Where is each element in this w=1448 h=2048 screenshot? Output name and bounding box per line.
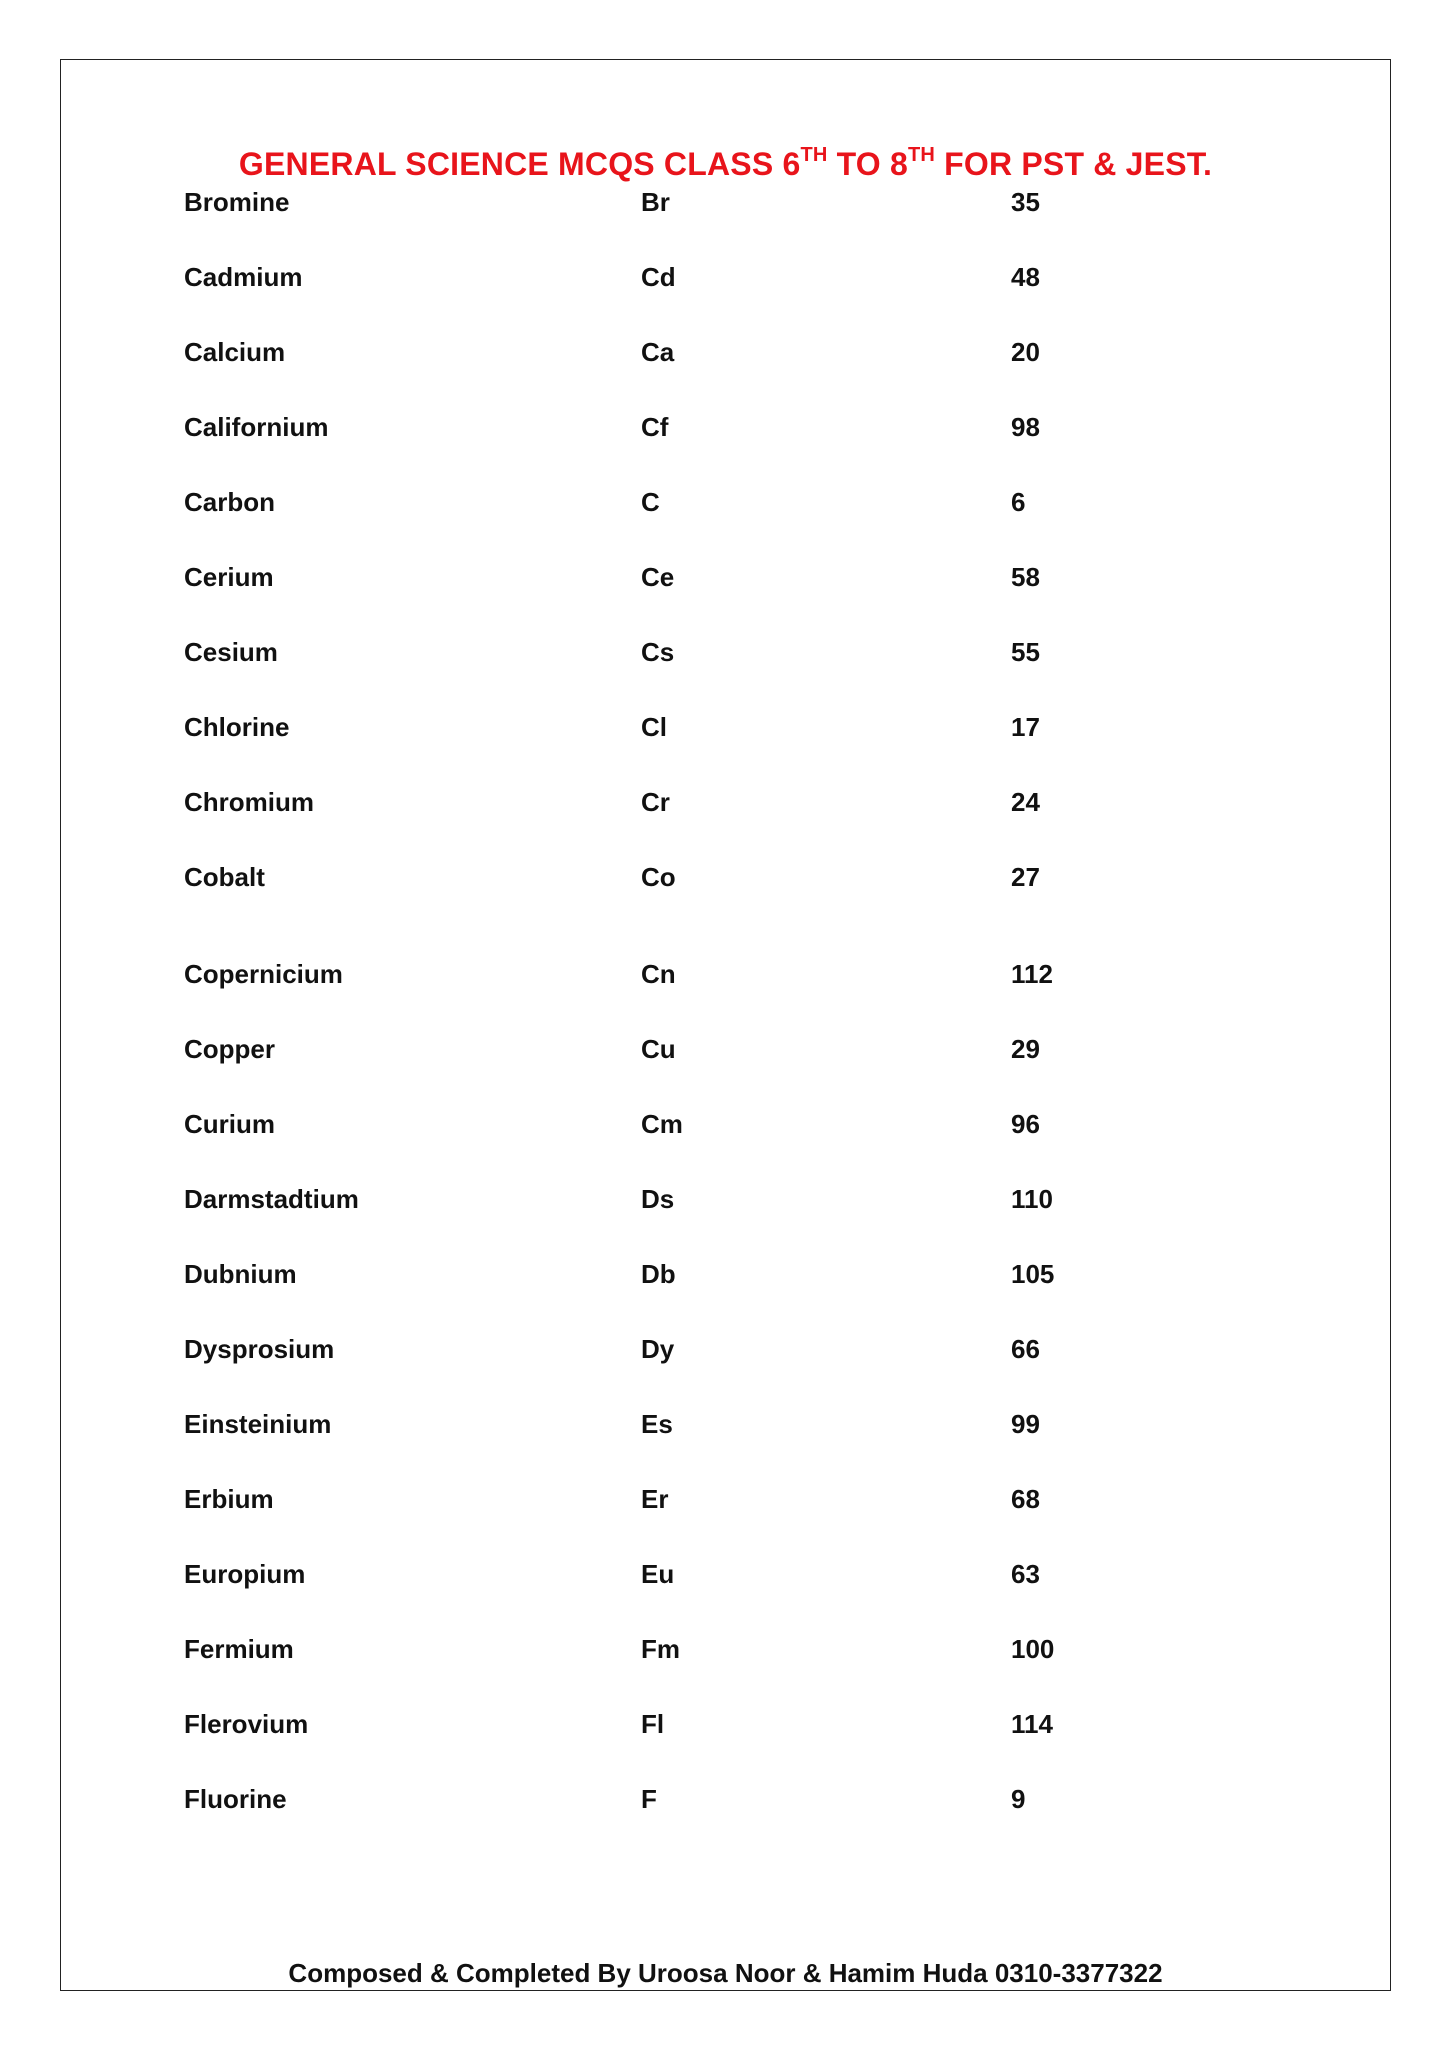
element-name: Bromine — [184, 187, 290, 217]
element-symbol: F — [641, 1784, 657, 1814]
element-number: 24 — [1011, 787, 1040, 817]
element-name: Flerovium — [184, 1709, 309, 1739]
element-number: 48 — [1011, 262, 1040, 292]
element-symbol: C — [641, 487, 660, 517]
element-name: Dysprosium — [184, 1334, 335, 1364]
element-name: Californium — [184, 412, 329, 442]
element-name: Calcium — [184, 337, 286, 367]
element-row — [61, 1784, 1390, 1824]
element-symbol: Dy — [641, 1334, 675, 1364]
element-number: 55 — [1011, 637, 1040, 667]
element-name: Curium — [184, 1109, 275, 1139]
element-number: 17 — [1011, 712, 1040, 742]
element-symbol: Cr — [641, 787, 670, 817]
element-number: 66 — [1011, 1334, 1040, 1364]
element-name: Darmstadtium — [184, 1184, 359, 1214]
element-symbol: Cl — [641, 712, 667, 742]
element-number: 99 — [1011, 1409, 1040, 1439]
element-row — [61, 562, 1390, 602]
element-name: Europium — [184, 1559, 306, 1589]
element-number: 100 — [1011, 1634, 1055, 1664]
element-row — [61, 337, 1390, 377]
element-symbol: Cs — [641, 637, 675, 667]
element-name: Carbon — [184, 487, 275, 517]
title-part1: GENERAL SCIENCE MCQS CLASS 6 — [238, 146, 801, 182]
element-row — [61, 787, 1390, 827]
element-row — [61, 1484, 1390, 1524]
title-part2: TO 8 — [827, 146, 908, 182]
element-symbol: Fl — [641, 1709, 665, 1739]
element-symbol: Co — [641, 862, 676, 892]
element-row — [61, 1109, 1390, 1149]
element-number: 110 — [1011, 1184, 1053, 1214]
element-number: 35 — [1011, 187, 1040, 217]
page-title — [61, 146, 1390, 183]
element-symbol: Cn — [641, 959, 676, 989]
element-name: Cesium — [184, 637, 278, 667]
element-number: 6 — [1011, 487, 1026, 517]
element-number: 27 — [1011, 862, 1040, 892]
element-number: 68 — [1011, 1484, 1040, 1514]
title-sup1: TH — [800, 144, 828, 166]
element-number: 96 — [1011, 1109, 1040, 1139]
element-name: Cerium — [184, 562, 274, 592]
element-row — [61, 1409, 1390, 1449]
element-number: 112 — [1011, 959, 1053, 989]
element-name: Copper — [184, 1034, 275, 1064]
element-symbol: Br — [641, 187, 670, 217]
element-number: 105 — [1011, 1259, 1055, 1289]
element-name: Cadmium — [184, 262, 303, 292]
element-row — [61, 487, 1390, 527]
element-row — [61, 637, 1390, 677]
element-number: 9 — [1011, 1784, 1026, 1814]
element-number: 20 — [1011, 337, 1040, 367]
element-row — [61, 412, 1390, 452]
element-row — [61, 959, 1390, 999]
footer-credits: Composed & Completed By Uroosa Noor & Hamim Huda 0310-3377322 — [288, 1958, 1163, 1988]
element-number: 58 — [1011, 562, 1040, 592]
page-frame — [60, 59, 1391, 1991]
element-name: Cobalt — [184, 862, 265, 892]
element-symbol: Cf — [641, 412, 669, 442]
element-number: 29 — [1011, 1034, 1040, 1064]
element-name: Fermium — [184, 1634, 294, 1664]
element-symbol: Cu — [641, 1034, 676, 1064]
element-name: Dubnium — [184, 1259, 297, 1289]
element-row — [61, 262, 1390, 302]
element-name: Erbium — [184, 1484, 274, 1514]
element-number: 63 — [1011, 1559, 1040, 1589]
element-row — [61, 1634, 1390, 1674]
title-sup2: TH — [907, 144, 936, 166]
element-row — [61, 1559, 1390, 1599]
element-symbol: Db — [641, 1259, 676, 1289]
element-row — [61, 1709, 1390, 1749]
element-row — [61, 712, 1390, 752]
element-row — [61, 862, 1390, 902]
element-symbol: Eu — [641, 1559, 675, 1589]
title-part3: FOR PST & JEST. — [935, 146, 1213, 182]
element-row — [61, 1034, 1390, 1074]
element-symbol: Ds — [641, 1184, 675, 1214]
element-row — [61, 1184, 1390, 1224]
element-name: Chlorine — [184, 712, 290, 742]
element-symbol: Ca — [641, 337, 675, 367]
element-row — [61, 187, 1390, 227]
element-symbol: Es — [641, 1409, 673, 1439]
element-name: Einsteinium — [184, 1409, 332, 1439]
element-name: Chromium — [184, 787, 314, 817]
element-symbol: Cm — [641, 1109, 683, 1139]
element-symbol: Er — [641, 1484, 669, 1514]
element-row — [61, 1334, 1390, 1374]
element-row — [61, 1259, 1390, 1299]
element-symbol: Cd — [641, 262, 676, 292]
element-name: Fluorine — [184, 1784, 287, 1814]
element-number: 98 — [1011, 412, 1040, 442]
element-symbol: Fm — [641, 1634, 680, 1664]
element-name: Copernicium — [184, 959, 343, 989]
element-symbol: Ce — [641, 562, 675, 592]
element-number: 114 — [1011, 1709, 1053, 1739]
